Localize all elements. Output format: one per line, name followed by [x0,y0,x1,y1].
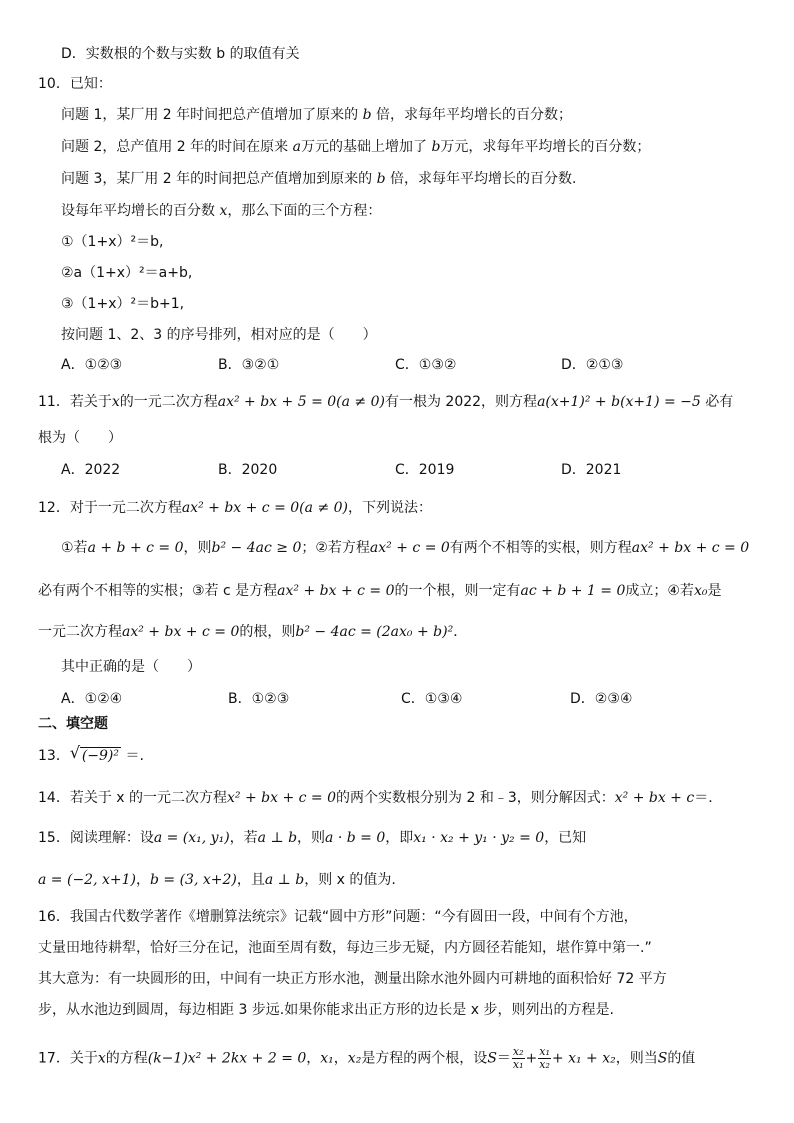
q10-option-d: D．②①③ [561,357,624,373]
q12-option-c: C．①③④ [401,691,463,707]
q11-option-d: D．2021 [561,462,622,478]
q12-option-a: A．①②④ [61,691,123,707]
section-heading-fill-in: 二、填空题 [38,716,108,732]
fraction-x1-over-x2: $\frac{\text{x₁}}{\text{x₂}}$ [539,1045,550,1071]
q12-option-b: B．①②③ [228,691,290,707]
q11-stem-cont: 根为（ ） [38,430,122,446]
q12-equation: ax² + bx + c = 0(a ≠ 0) [181,500,348,516]
q11-option-c: C．2019 [395,462,455,478]
q10-option-c: C．①③② [395,357,457,373]
q10-heading: 10．已知： [38,76,112,92]
q12-line-1: ①若a + b + c = 0，则b² − 4ac ≥ 0；②若方程ax² + c = 0有两个不相等的实根，则方程ax² + bx + c = 0 [61,540,750,556]
q10-setup: 设每年平均增长的百分数 x，那么下面的三个方程： [61,203,382,219]
q12-line-3: 一元二次方程ax² + bx + c = 0的根，则b² − 4ac = (2ax₀ + b)²． [38,624,468,640]
q15-line-1: 15．阅读理解：设a = (x₁, y₁)，若a ⊥ b，则a · b = 0，即x₁ · x₂ + y₁ · y₂ = 0，已知 [38,830,587,846]
q10-problem-1: 问题 1，某厂用 2 年时间把总产值增加了原来的 b 倍，求每年平均增长的百分数； [61,107,573,123]
q10-equation-2: ②a（1+x）²＝a+b, [61,265,193,281]
q10-option-b: B．③②① [218,357,280,373]
q10-equation-1: ①（1+x）²＝b, [61,234,164,250]
q15-line-2: a = (−2, x+1)，b = (3, x+2)，且a ⊥ b，则 x 的值为. [38,872,396,888]
sqrt-expression: √ (−9)² [69,743,120,764]
q10-question: 按问题 1、2、3 的序号排列，相对应的是（ ） [61,327,377,343]
fraction-x2-over-x1: $\frac{\text{x₂}}{\text{x₁}}$ [512,1045,524,1071]
q12-question: 其中正确的是（ ） [61,659,201,675]
q11-stem: 11．若关于x的一元二次方程ax² + bx + 5 = 0(a ≠ 0)有一根为 2022，则方程a(x+1)² + b(x+1) = −5 必有 [38,394,734,410]
q10-problem-3: 问题 3，某厂用 2 年的时间把总产值增加到原来的 b 倍，求每年平均增长的百分数. [61,171,577,187]
q16-line-1: 16．我国古代数学著作《增删算法统宗》记载“圆中方形”问题：“今有圆田一段，中间有个方池， [38,909,638,925]
q11-option-b: B．2020 [218,462,278,478]
q16-line-4: 步，从水池边到圆周，每边相距 3 步远.如果你能求出正方形的边长是 x 步，则列出的方程是. [38,1002,614,1018]
q16-line-2: 丈量田地待耕犁，恰好三分在记，池面至周有数，每边三步无疑，内方圆径若能知，堪作算中第一.” [38,940,652,956]
q17-stem: 17．关于x的方程(k−1)x² + 2kx + 2 = 0，x₁，x₂是方程的两个根，设S＝ $\frac{\text{x₂}}{\text{x₁}}$ + $\frac{\text{x₁}}{\text{x₂}}$ + x₁ + x₂，则当S的值 [38,1045,696,1071]
q16-line-3: 其大意为：有一块圆形的田，中间有一块正方形水池，测量出除水池外圆内可耕地的面积恰好 72 平方 [38,971,667,987]
q12-stem: 12．对于一元二次方程ax² + bx + c = 0(a ≠ 0)，下列说法： [38,500,432,516]
q11-option-a: A．2022 [61,462,121,478]
q11-equation-1: ax² + bx + 5 = 0(a ≠ 0) [217,394,385,410]
q13-stem: 13． √ (−9)² ＝. [38,743,144,764]
q10-problem-2: 问题 2，总产值用 2 年的时间在原来 a万元的基础上增加了 b万元，求每年平均增长的百分数； [61,139,651,155]
q10-equation-3: ③（1+x）²＝b+1, [61,296,185,312]
q9-option-d: D．实数根的个数与实数 b 的取值有关 [61,46,300,62]
q12-line-2: 必有两个不相等的实根；③若 c 是方程ax² + bx + c = 0的一个根，则一定有ac + b + 1 = 0成立；④若x₀是 [38,583,722,599]
q12-option-d: D．②③④ [570,691,633,707]
q14-stem: 14．若关于 x 的一元二次方程x² + bx + c = 0的两个实数根分别为 2 和﹣3，则分解因式：x² + bx + c＝. [38,790,713,806]
q11-equation-2: a(x+1)² + b(x+1) = −5 [537,394,701,410]
q10-option-a: A．①②③ [61,357,123,373]
